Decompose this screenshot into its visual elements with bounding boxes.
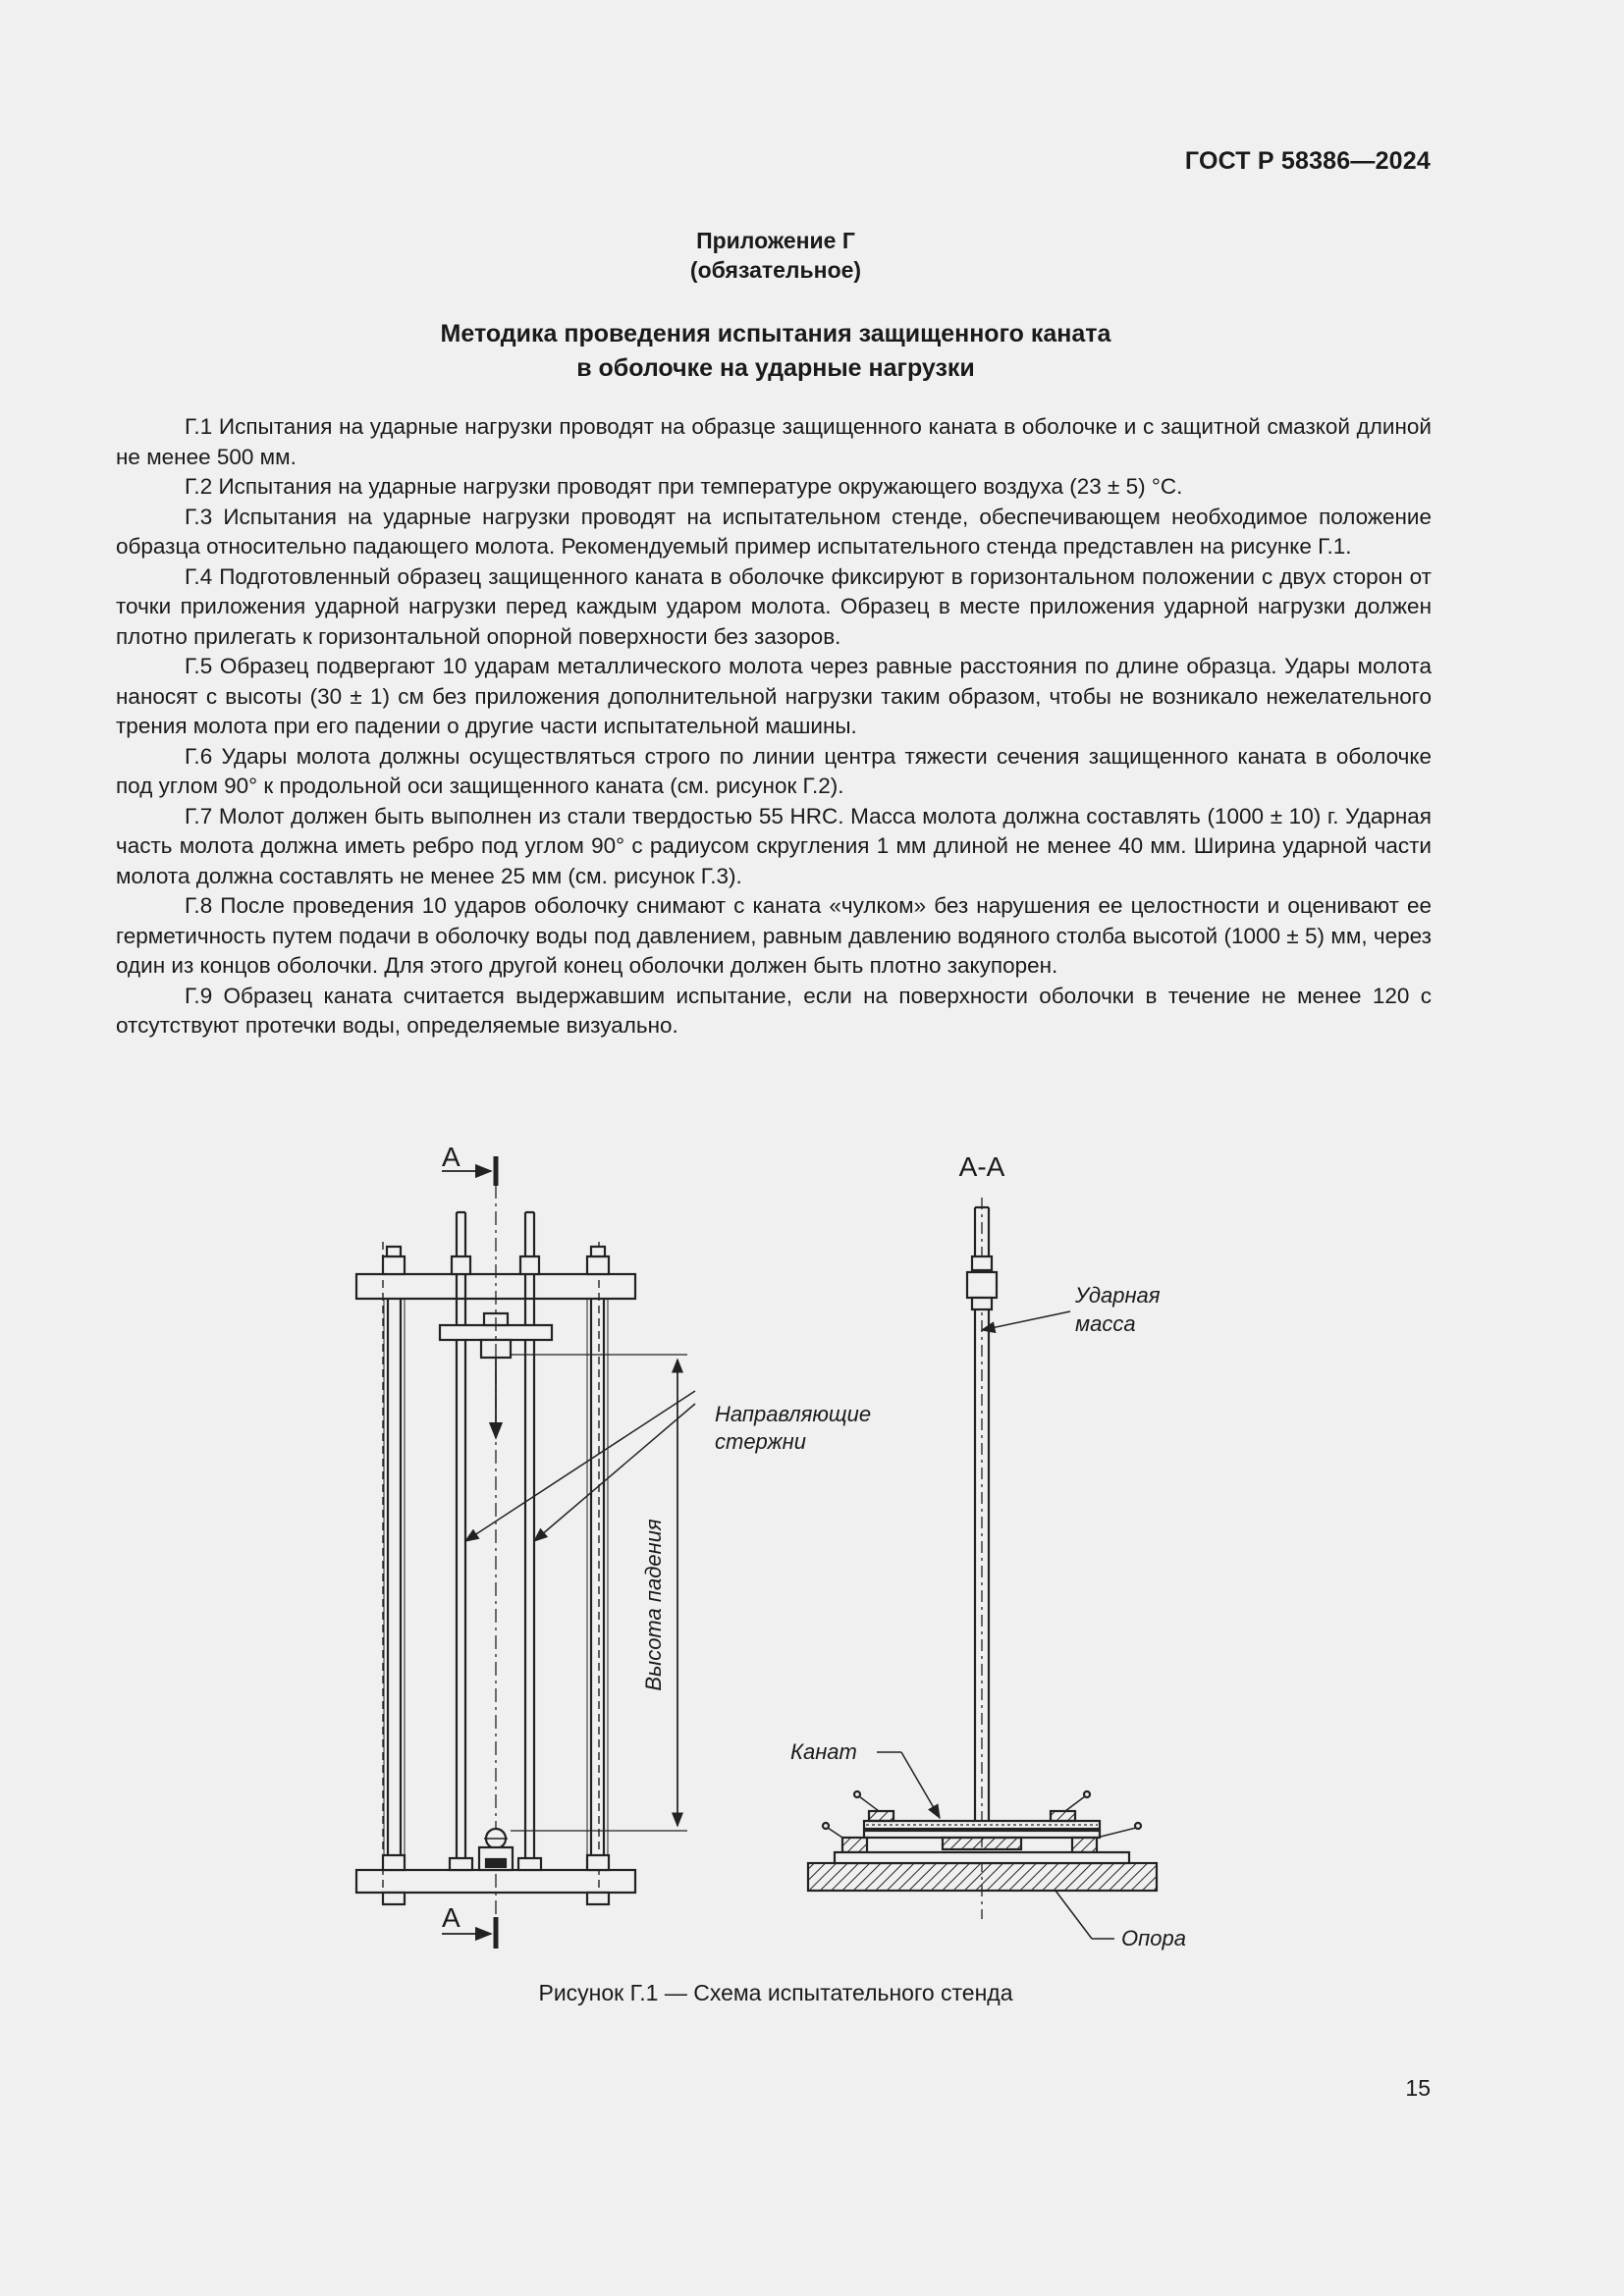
document-title-line2: в оболочке на ударные нагрузки [576, 354, 975, 382]
standard-id: ГОСТ Р 58386—2024 [1184, 147, 1431, 175]
support-plate [808, 1863, 1157, 1891]
guide-rod-left [450, 1212, 472, 1870]
test-stand-figure [0, 1129, 1624, 2012]
left-column [383, 1242, 405, 1904]
label-impact-mass-line1: Ударная [1075, 1283, 1161, 1308]
section-view [808, 1198, 1157, 1939]
section-view-label: А-А [958, 1151, 1005, 1182]
document-title-line1: Методика проведения испытания защищенного каната [440, 320, 1111, 347]
right-column [587, 1242, 609, 1904]
label-guide-rods-line1: Направляющие [715, 1402, 872, 1426]
paragraph-g2: Г.2 Испытания на ударные нагрузки проводят при температуре окружающего воздуха (23 ± 5) °С. [185, 474, 1183, 499]
label-impact-mass-line2: масса [1075, 1311, 1136, 1336]
paragraph-g9: Г.9 Образец каната считается выдержавшим испытание, если на поверхности оболочки в течение не менее 120 с отсутствуют протечки воды, определяемые визуально. [116, 983, 1432, 1038]
label-drop-height: Высота падения [641, 1519, 666, 1691]
paragraph-g4: Г.4 Подготовленный образец защищенного каната в оболочке фиксируют в горизонтальном положении с двух сторон от точки приложения ударной нагрузки перед каждым ударом молота. Образец в месте приложения ударной нагрузки должен плотно прилегать к горизонтальной опорной поверхности без зазоров. [116, 563, 1432, 649]
section-mark-bottom: А [442, 1902, 460, 1933]
paragraph-g1: Г.1 Испытания на ударные нагрузки проводят на образце защищенного каната в оболочке и с защитной смазкой длиной не менее 500 мм. [116, 414, 1432, 469]
label-rope: Канат [790, 1739, 857, 1764]
label-guide-rods-line2: стержни [715, 1429, 807, 1454]
paragraph-g6: Г.6 Удары молота должны осуществляться строго по линии центра тяжести сечения защищенного каната в оболочке под углом 90° к продольной оси защищенного каната (см. рисунок Г.2). [116, 743, 1432, 798]
appendix-title: Приложение Г [696, 228, 855, 253]
paragraph-g3: Г.3 Испытания на ударные нагрузки проводят на испытательном стенде, обеспечивающем необходимое положение образца относительно падающего молота. Рекомендуемый пример испытательного стенда представлен на рисунке Г.1. [116, 504, 1432, 559]
paragraph-g5: Г.5 Образец подвергают 10 ударам металлического молота через равные расстояния по длине образца. Удары молота наносят с высоты (30 ± 1) см без приложения дополнительной нагрузки таким образом, чтобы не возникало нежелательного трения молота при его падении о другие части испытательной машины. [116, 654, 1432, 738]
body-text [116, 412, 1432, 1041]
appendix-heading [0, 226, 1551, 285]
guide-rod-right [518, 1212, 541, 1870]
document-title [0, 317, 1551, 386]
figure-caption: Рисунок Г.1 — Схема испытательного стенда [538, 1980, 1013, 2005]
appendix-status: (обязательное) [689, 257, 862, 283]
paragraph-g7: Г.7 Молот должен быть выполнен из стали твердостью 55 HRC. Масса молота должна составлять (1000 ± 10) г. Ударная часть молота должна иметь ребро под углом 90° с радиусом скругления 1 мм длиной не менее 40 мм. Ширина ударной части молота должна составлять не менее 25 мм (см. рисунок Г.3). [116, 803, 1432, 888]
rope-tube [864, 1821, 1100, 1829]
paragraph-g8: Г.8 После проведения 10 ударов оболочку снимают с каната «чулком» без нарушения ее целостности и оценивают ее герметичность путем подачи в оболочку воды под давлением, равным давлению водяного столба высотой (1000 ± 5) мм, через один из концов оболочки. Для этого другой конец оболочки должен быть плотно закупорен. [116, 893, 1432, 978]
page-number: 15 [1405, 2075, 1431, 2101]
label-support: Опора [1121, 1926, 1186, 1950]
section-mark-top: А [442, 1142, 460, 1172]
